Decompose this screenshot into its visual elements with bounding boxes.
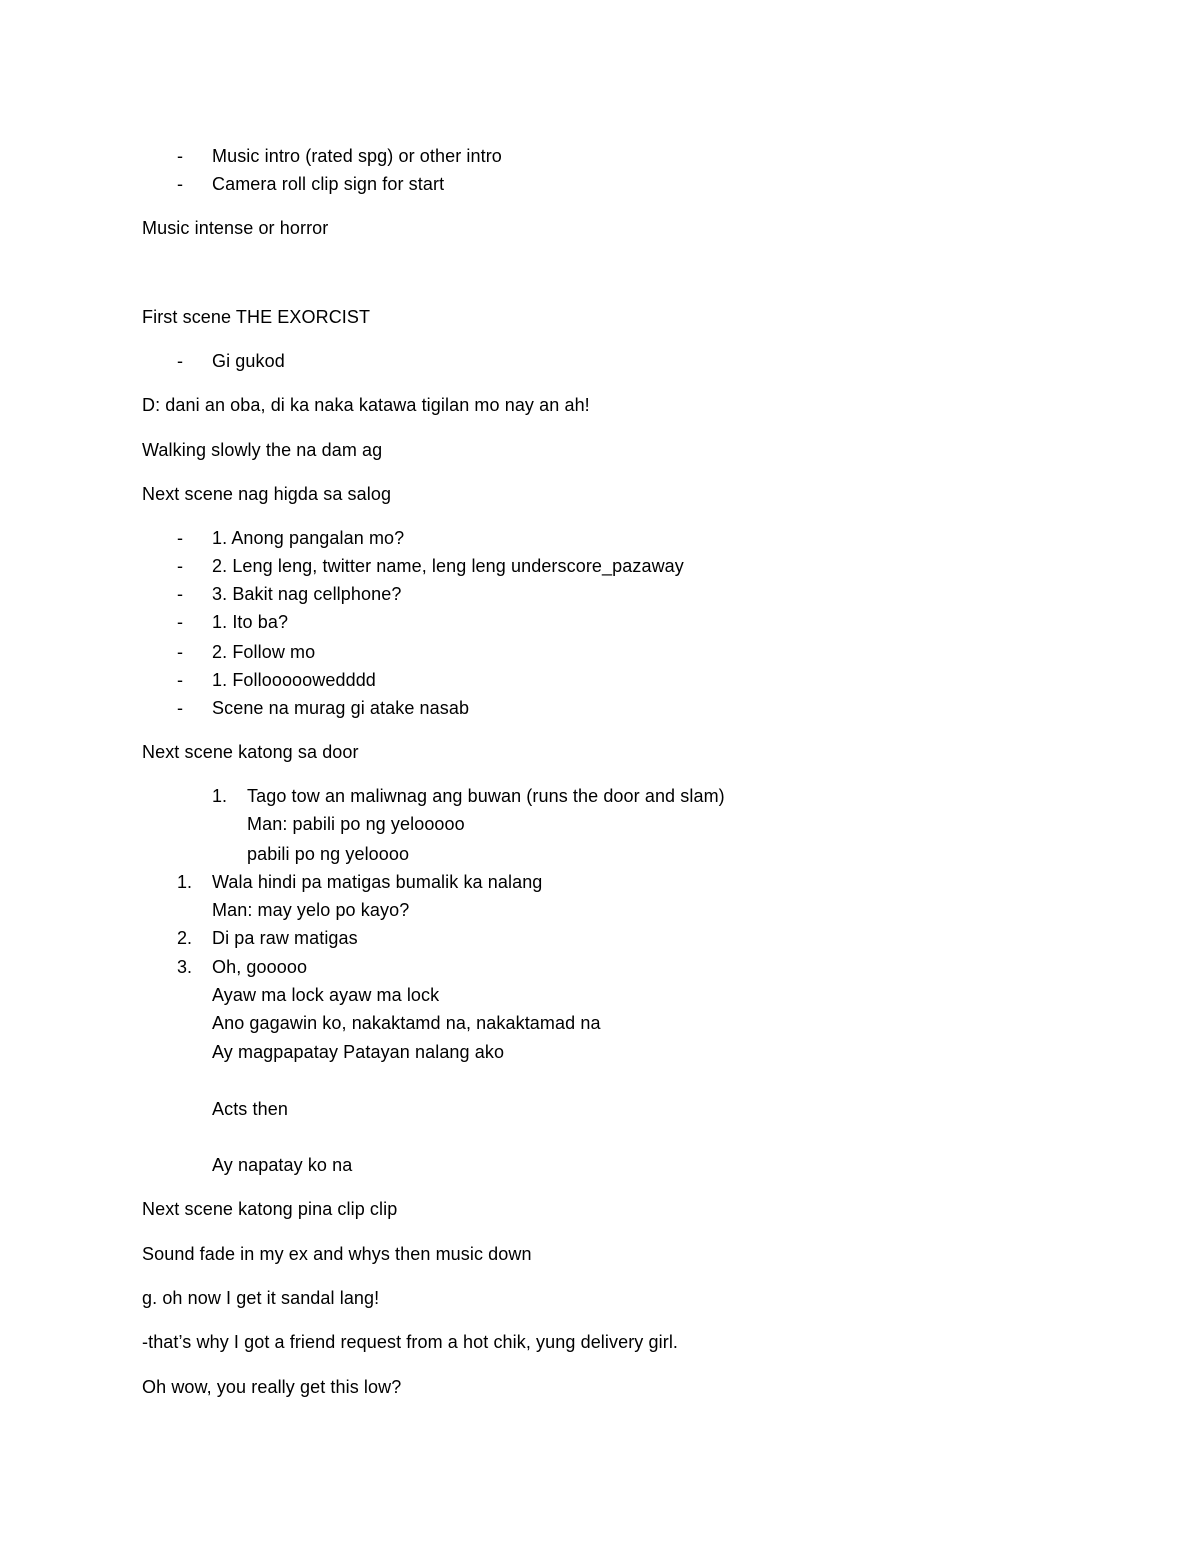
numbered-continuation-man-pabili: Man: pabili po ng yelooooo <box>247 814 465 834</box>
numbered-text-tago-tow: Tago tow an maliwnag ang buwan (runs the door and slam) <box>247 786 725 806</box>
numbered-text-di-pa-raw: Di pa raw matigas <box>212 928 358 948</box>
bullet-dash: - <box>177 146 183 166</box>
paragraph-music-intense: Music intense or horror <box>142 218 329 238</box>
numbered-marker: 1. <box>212 786 228 806</box>
paragraph-next-scene-door: Next scene katong sa door <box>142 742 359 762</box>
paragraph-friend-request: -that’s why I got a friend request from a hot chik, yung delivery girl. <box>142 1332 679 1352</box>
bullet-dash: - <box>177 584 183 604</box>
bullet-text-camera-roll: Camera roll clip sign for start <box>212 174 445 194</box>
numbered-continuation-ayaw-ma-lock: Ayaw ma lock ayaw ma lock <box>212 985 440 1005</box>
bullet-dash: - <box>177 612 183 632</box>
bullet-text-ito-ba: 1. Ito ba? <box>212 612 289 632</box>
bullet-dash: - <box>177 174 183 194</box>
bullet-dash: - <box>177 642 183 662</box>
bullet-text-follow-mo: 2. Follow mo <box>212 642 316 662</box>
bullet-dash: - <box>177 351 183 371</box>
bullet-text-music-intro: Music intro (rated spg) or other intro <box>212 146 502 166</box>
bullet-dash: - <box>177 556 183 576</box>
bullet-text-bakit-nag: 3. Bakit nag cellphone? <box>212 584 402 604</box>
numbered-marker: 3. <box>177 957 193 977</box>
bullet-dash: - <box>177 698 183 718</box>
numbered-continuation-ay-magpapatay: Ay magpapatay Patayan nalang ako <box>212 1042 505 1062</box>
bullet-dash: - <box>177 670 183 690</box>
bullet-text-scene-atake: Scene na murag gi atake nasab <box>212 698 470 718</box>
numbered-text-wala-hindi: Wala hindi pa matigas bumalik ka nalang <box>212 872 543 892</box>
paragraph-sound-fade: Sound fade in my ex and whys then music down <box>142 1244 532 1264</box>
paragraph-walking-slowly: Walking slowly the na dam ag <box>142 440 383 460</box>
paragraph-first-scene: First scene THE EXORCIST <box>142 307 371 327</box>
paragraph-oh-wow: Oh wow, you really get this low? <box>142 1377 402 1397</box>
numbered-continuation-acts-then: Acts then <box>212 1099 288 1119</box>
numbered-text-oh-gooooo: Oh, gooooo <box>212 957 308 977</box>
numbered-marker: 1. <box>177 872 193 892</box>
bullet-dash: - <box>177 528 183 548</box>
paragraph-next-scene-higda: Next scene nag higda sa salog <box>142 484 392 504</box>
bullet-text-gi-gukod: Gi gukod <box>212 351 285 371</box>
bullet-text-followed: 1. Follooooowedddd <box>212 670 376 690</box>
numbered-continuation-pabili: pabili po ng yeloooo <box>247 844 410 864</box>
paragraph-next-scene-clip: Next scene katong pina clip clip <box>142 1199 398 1219</box>
bullet-text-anong-pangalan: 1. Anong pangalan mo? <box>212 528 405 548</box>
numbered-continuation-ano-gagawin: Ano gagawin ko, nakaktamd na, nakaktamad na <box>212 1013 601 1033</box>
bullet-text-leng-leng: 2. Leng leng, twitter name, leng leng underscore_pazaway <box>212 556 684 576</box>
paragraph-oh-now: g. oh now I get it sandal lang! <box>142 1288 380 1308</box>
numbered-continuation-ay-napatay: Ay napatay ko na <box>212 1155 353 1175</box>
numbered-marker: 2. <box>177 928 193 948</box>
numbered-continuation-man-may-yelo: Man: may yelo po kayo? <box>212 900 410 920</box>
paragraph-dialogue-d: D: dani an oba, di ka naka katawa tigilan mo nay an ah! <box>142 395 590 415</box>
